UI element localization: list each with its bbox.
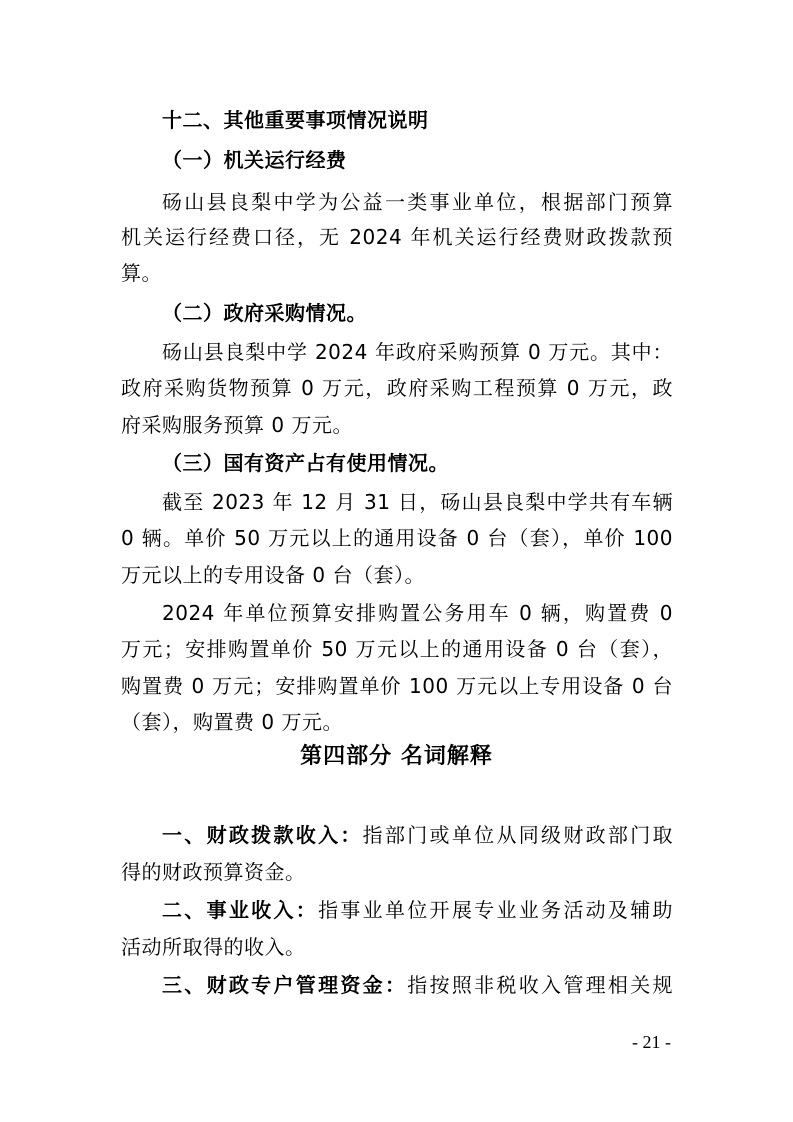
paragraph-line: 0 辆。单价 50 万元以上的通用设备 0 台（套），单价 100: [121, 526, 673, 550]
paragraph-line: （套），购置费 0 万元。: [121, 710, 343, 734]
term-label: 三、财政专户管理资金：: [162, 973, 408, 997]
term-text: 指事业单位开展专业业务活动及辅助: [318, 898, 674, 922]
paragraph-line: 万元以上的专用设备 0 台（套）。: [121, 563, 425, 587]
section-heading: 十二、其他重要事项情况说明: [162, 108, 429, 132]
term-label: 二、事业收入：: [162, 898, 319, 922]
paragraph-line: 截至 2023 年 12 月 31 日，砀山县良梨中学共有车辆: [162, 490, 673, 514]
paragraph-line: 政府采购货物预算 0 万元，政府采购工程预算 0 万元，政: [121, 376, 673, 400]
term-line: [162, 820, 673, 850]
part-title: 第四部分 名词解释: [300, 744, 493, 769]
term-label: 一、财政拨款收入：: [162, 823, 363, 847]
term-text: 指按照非税收入管理相关规: [407, 973, 673, 997]
paragraph-line: 砀山县良梨中学 2024 年政府采购预算 0 万元。其中：: [162, 340, 673, 364]
paragraph-line: 活动所取得的收入。: [121, 935, 306, 959]
term-line: [162, 895, 673, 925]
subsection-heading-2: （二）政府采购情况。: [162, 301, 367, 325]
paragraph-line: 府采购服务预算 0 万元。: [121, 413, 353, 437]
paragraph-line: 机关运行经费口径，无 2024 年机关运行经费财政拨款预: [121, 225, 673, 249]
page-number: - 21 -: [632, 1032, 671, 1052]
paragraph-line: 2024 年单位预算安排购置公务用车 0 辆，购置费 0: [162, 601, 673, 625]
paragraph-line: 砀山县良梨中学为公益一类事业单位，根据部门预算: [162, 190, 673, 214]
paragraph-line: 得的财政预算资金。: [121, 860, 306, 884]
term-line: [162, 970, 673, 1000]
subsection-heading-3: （三）国有资产占有使用情况。: [162, 451, 449, 475]
paragraph-line: 算。: [121, 261, 162, 285]
term-text: 指部门或单位从同级财政部门取: [362, 823, 674, 847]
subsection-heading-1: （一）机关运行经费: [162, 148, 347, 172]
paragraph-line: 万元；安排购置单价 50 万元以上的通用设备 0 台（套），: [121, 637, 673, 661]
paragraph-line: 购置费 0 万元；安排购置单价 100 万元以上专用设备 0 台: [121, 674, 673, 698]
